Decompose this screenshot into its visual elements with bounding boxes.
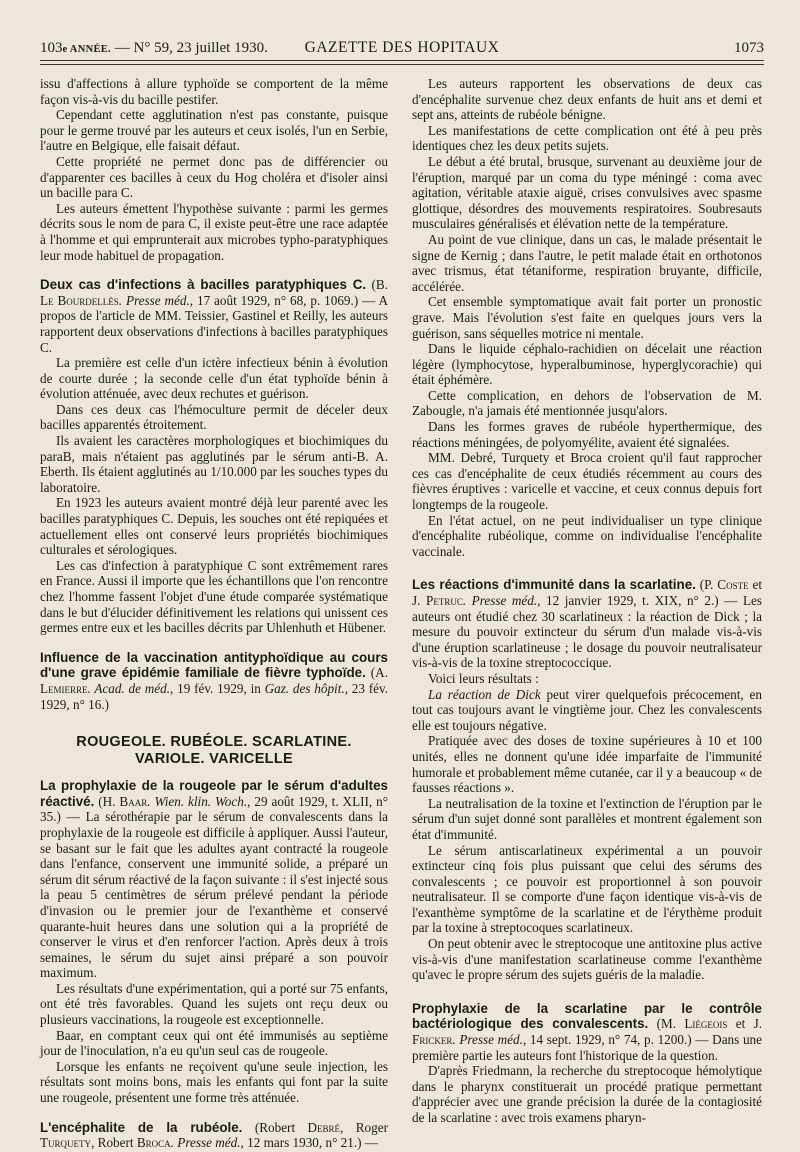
author: Le Bourdellès — [40, 292, 119, 308]
paragraph: Cette propriété ne permet donc pas de différencier ou d'apparenter ces bacilles à ceux du Hog choléra et d'isoler ainsi un bacille para C. — [40, 153, 388, 201]
paragraph: Dans ces deux cas l'hémoculture permit de déceler deux bacilles apparentés étroitement. — [40, 401, 388, 433]
paragraph: En l'état actuel, on ne peut individualiser un type clinique d'encéphalite rubéolique, comme on individualise l'encéphalite vaccinale. — [412, 512, 762, 559]
paragraph: Lorsque les enfants ne reçoivent qu'une seule injection, les résultats sont moins bons, mais les enfants qui font par la suite une rougeole, présentent une forme très atténuée. — [40, 1058, 388, 1106]
header-rule-double — [40, 64, 764, 65]
entry-title: Les réactions d'immunité dans la scarlatine. — [412, 577, 696, 593]
paragraph: Pratiquée avec des doses de toxine supérieures à 10 et 100 unités, elles ne donnent qu'une idée imparfaite de l'immunité humorale et probablement même cutanée, car il y a beaucoup « de fausses réactions ». — [412, 733, 762, 796]
paragraph: La réaction de Dick peut virer quelquefois précocement, en tout cas toujours avant le vingtième jour. Chez les convalescents elle est toujours négative. — [412, 686, 762, 733]
paragraph: MM. Debré, Turquety et Broca croient qu'il faut rapprocher ces cas d'encéphalite de ceux étudiés récemment au cours des fièvres éruptives : varicelle et vaccine, et ceux connus depuis fort longtemps de la rougeole. — [412, 450, 762, 513]
journal-ref: . Acad. de méd. — [87, 680, 171, 696]
paragraph: La première est celle d'un ictère infectieux bénin à évolution de courte durée ; la seconde celle d'un état typhoïde bénin à évolution atténuée, avec deux rechutes et guérison. — [40, 355, 388, 402]
entry-title: L'encéphalite de la rubéole. — [40, 1119, 243, 1135]
left-column — [40, 76, 388, 1151]
paragraph: Cet ensemble symptomatique avait fait porter un pronostic grave. Mais l'évolution s'est faite en quelques jours vers la guérison, sans séquelles motrice ni mentale. — [412, 294, 762, 341]
paragraph: Dans les formes graves de rubéole hyperthermique, des réactions méningées, de polyomyélite, avaient été signalées. — [412, 419, 762, 450]
paragraph: issu d'affections à allure typhoïde se comportent de la même façon vis-à-vis du bacille pestifer. — [40, 76, 388, 107]
paragraph: Les cas d'infection à paratyphique C sont extrêmement rares en France. Aussi il importe que les échantillons que l'on rencontre chez l'homme fassent l'objet d'une étude comparée systématique dans le but d'élucider définitivement les relations qui unissent ces germes entre eux et les bacilles décrits par Uhlenhuth et Hübener. — [40, 557, 388, 636]
abstract-entry: Prophylaxie de la scarlatine par le contrôle bactériologique des convalescents. (M. Liégeois et J. Fricker. Presse méd., 14 sept. 1929, n° 74, p. 1200.) — Dans une première partie les auteurs font l'historique de la question. — [412, 1000, 763, 1063]
author: Turquety — [40, 1135, 92, 1151]
journal-ref: . Presse méd. — [170, 1135, 241, 1151]
paragraph: Ils avaient les caractères morphologiques et biochimiques du paraB, mais n'étaient pas agglutinés par le sérum anti-B. A. Eberth. Ils étaient agglutinés au 1/10.000 par les souches types du laboratoire. — [40, 433, 388, 495]
abstract-entry: Les réactions d'immunité dans la scarlatine. (P. Coste et J. Petruc. Presse méd., 12 janvier 1929, t. XIX, n° 2.) — Les auteurs ont étudié chez 30 scarlatineux : la réaction de Dick ; la mesure du pouvoir extincteur du sérum d'un malade vis-à-vis d'une éruption scarlatineuse ; le dosage du pouvoir neutralisateur vis-à-vis de la toxine streptococcique. — [412, 577, 763, 671]
entry-title: Influence de la vaccination antityphoïdique au cours d'une grave épidémie familiale de fièvre typhoïde. — [40, 649, 388, 681]
author: Petruc — [425, 593, 463, 608]
paragraph: La neutralisation de la toxine et l'extinction de l'éruption par le sérum d'un sujet donné sont parallèles et montrent également son état d'immunité. — [412, 795, 762, 842]
author: Broca — [136, 1135, 171, 1151]
paragraph: Les auteurs rapportent les observations de deux cas d'encéphalite survenue chez deux enfants de huit ans et demi et sept ans, atteints de rubéole bénigne. — [412, 76, 762, 123]
abstract-entry: Deux cas d'infections à bacilles paratyphiques C. (B. Le Bourdellès. Presse méd., 17 août 1929, n° 68, p. 1069.) — A propos de l'article de MM. Teissier, Gastinel et Reilly, les auteurs rapportent deux observations d'infections à bacilles paratyphiques C. — [40, 277, 388, 355]
issue-info: 103e ANNÉE. — N° 59, 23 juillet 1930. — [40, 40, 268, 56]
journal-ref: . Presse méd. — [118, 292, 190, 308]
page-header — [40, 34, 764, 60]
paragraph: Le début a été brutal, brusque, survenant au deuxième jour de l'éruption, marqué par un coma du type méningé : coma avec agitation, véritable ataxie aiguë, crises convulsives avec spasme glottique, désordres des mouvements respiratoires. Soubresauts musculaires généralisés et élévation nette de la température. — [412, 153, 762, 232]
author: Fricker — [412, 1032, 453, 1048]
paragraph: En 1923 les auteurs avaient montré déjà leur parenté avec les bacilles paratyphiques C. Depuis, les souches ont été repiquées et actuellement elles ont conservé leurs propriétés biochimiques culturales et sérologiques. — [40, 495, 388, 558]
paragraph: Dans le liquide céphalo-rachidien on décelait une réaction légère (lymphocytose, hyperalbuminose, hyperglycorachie) qui était éphémère. — [412, 341, 762, 388]
abstract-entry: La prophylaxie de la rougeole par le sérum d'adultes réactivé. (H. Baar. Wien. klin. Woch., 29 août 1929, t. XLII, n° 35.) — La sérothérapie par le sérum de convalescents dans la prophylaxie de la rougeole est difficile à appliquer. Aussi l'auteur, se basant sur le fait que les adultes ayant contracté la rougeole dans l'enfance, conservent une immunité solide, a préparé un sérum dit sérum réactivé de la façon suivante : il s'est injecté sous la peau 5 centimètres de sérum prélevé pendant la période d'invasion ou le premier jour de l'exanthème et conservé quarante-huit heures dans une solution qui a la propriété de conserver le virus et d'en renforcer l'action. Après deux à trois semaines, le sérum du sujet ainsi préparé a son pouvoir maximum. — [40, 778, 388, 981]
author: Coste — [717, 577, 749, 593]
abstract-entry: Influence de la vaccination antityphoïdique au cours d'une grave épidémie familiale de fièvre typhoïde. (A. Lemierre. Acad. de méd., 19 fév. 1929, in Gaz. des hôpit., 23 fév. 1929, n° 16.) — [40, 649, 389, 712]
paragraph: Les manifestations de cette complication ont été à peu près identiques chez les deux petits sujets. — [412, 122, 762, 154]
paragraph: D'après Friedmann, la recherche du streptocoque hémolytique dans le pharynx constituerait un procédé pratique permettant d'apprécier avec une grande précision la durée de la contagiosité de la scarlatine : avec trois examens pharyn- — [412, 1063, 762, 1125]
paragraph: Les résultats d'une expérimentation, qui a porté sur 75 enfants, ont été très favorables. Quand les sujets ont reçu deux ou plusieurs vaccinations, la rougeole est exceptionnelle. — [40, 980, 388, 1028]
paragraph: Voici leurs résultats : — [428, 670, 539, 686]
section-heading: ROUGEOLE. RUBÉOLE. SCARLATINE. VARIOLE. VARICELLE — [76, 734, 352, 768]
right-column — [412, 76, 762, 1126]
author: Baar — [119, 793, 148, 809]
paragraph: Baar, en comptant ceux qui ont été immunisés au septième jour de l'inoculation, n'a eu qu'un seul cas de rougeole. — [40, 1027, 388, 1059]
paragraph: Au point de vue clinique, dans un cas, le malade présentait le signe de Kernig ; dans l'autre, le petit malade était en orthotonos avec trismus, état tétaniforme, respiration bruyante, difficile, accélérée. — [412, 231, 762, 294]
journal-ref: . Wien. klin. Woch. — [147, 793, 248, 809]
abstract-entry: L'encéphalite de la rubéole. (Robert Debré, Roger Turquety, Robert Broca. Presse méd., 12 mars 1930, n° 21.) — — [40, 1119, 388, 1151]
journal-title: GAZETTE DES HOPITAUX — [304, 39, 500, 56]
entry-title: La prophylaxie de la rougeole par le sérum d'adultes réactivé. — [40, 778, 388, 809]
journal-ref: . Presse méd. — [462, 593, 538, 608]
author: Debré — [307, 1119, 341, 1135]
author: Liégeois — [684, 1016, 728, 1032]
paragraph: On peut obtenir avec le streptocoque une antitoxine plus active vis-à-vis d'une manifestation scarlatineuse comme l'exanthème qu'avec le propre sérum des sujets guéris de la maladie. — [412, 936, 762, 983]
journal-ref: Gaz. des hôpit. — [264, 680, 345, 696]
header-rule — [40, 60, 764, 61]
paragraph: Les auteurs émettent l'hypothèse suivante : parmi les germes décrits sous le nom de para C, il existe peut-être une race adaptée à l'homme et qui emprunterait aux microbes typho-paratyphiques leur mode habituel de propagation. — [40, 200, 388, 263]
paragraph: Le sérum antiscarlatineux expérimental a un pouvoir extincteur cinq fois plus puissant que celui des sérums des convalescents ; ce pouvoir est proportionnel à son pouvoir neutralisateur. Il se comporte d'une façon identique vis-à-vis de l'exanthème symptôme de la scarlatine et de l'érythème produit par la toxine à streptocoques scarlatineux. — [412, 842, 762, 936]
paragraph: Cette complication, en dehors de l'observation de M. Zabougle, n'a jamais été mentionnée jusqu'alors. — [412, 387, 762, 419]
entry-title: Prophylaxie de la scarlatine par le contrôle bactériologique des convalescents. — [412, 1000, 762, 1032]
author: Lemierre — [40, 680, 88, 696]
journal-ref: . Presse méd. — [452, 1032, 523, 1048]
page-number: 1073 — [734, 40, 764, 56]
paragraph: Cependant cette agglutination n'est pas constante, puisque pour le germe trouvé par les auteurs et ceux isolés, l'un en Serbie, l'autre en Belgique, elle faisait défaut. — [40, 107, 388, 154]
entry-title: Deux cas d'infections à bacilles paratyphiques C. — [40, 277, 367, 293]
